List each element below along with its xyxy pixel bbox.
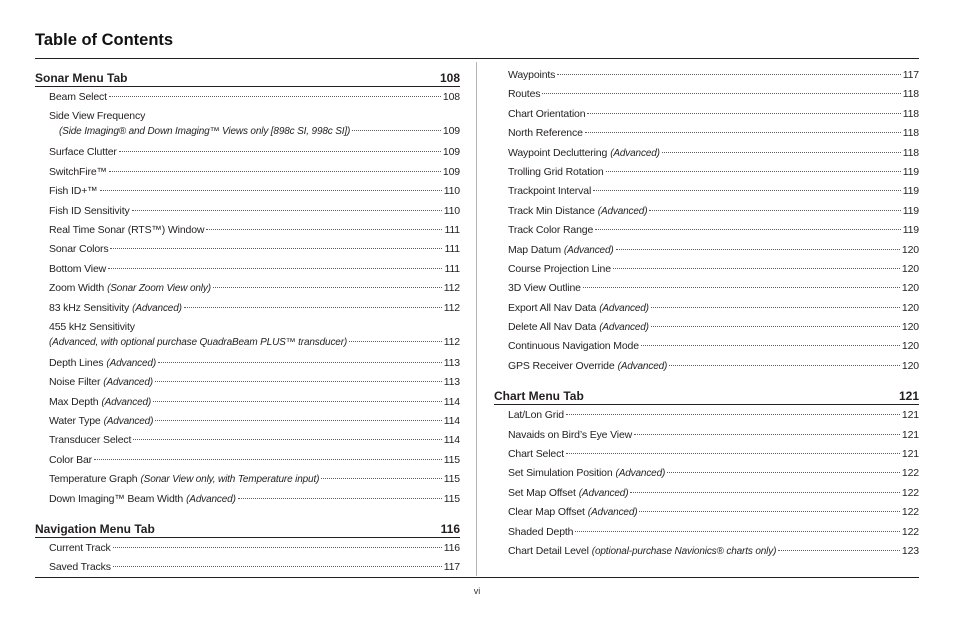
toc-entry-label: Chart Orientation <box>508 107 586 120</box>
toc-entry-page: 120 <box>901 321 919 334</box>
toc-entry[interactable] <box>35 163 460 182</box>
toc-entry[interactable] <box>494 445 919 464</box>
toc-entry-label: Set Simulation Position <box>508 467 613 480</box>
toc-entry-note: (Advanced, with optional purchase QuadraBeam PLUS™ transducer) <box>49 336 348 348</box>
top-rule <box>35 58 919 59</box>
toc-entry[interactable] <box>35 354 460 373</box>
toc-entry-label: Continuous Navigation Mode <box>508 340 639 353</box>
toc-entry-label: Fish ID Sensitivity <box>49 204 130 217</box>
toc-entry-page: 113 <box>443 356 460 369</box>
toc-entry-note: (Advanced) <box>597 205 648 217</box>
toc-entry-page: 117 <box>902 69 919 81</box>
dot-leader <box>613 268 900 269</box>
toc-entry-label: Navaids on Bird’s Eye View <box>508 428 633 441</box>
toc-entry-page: 114 <box>443 434 460 447</box>
toc-entry-page: 110 <box>443 185 460 198</box>
toc-entry-label: Noise Filter <box>49 376 101 389</box>
toc-entry-note: (Side Imaging® and Down Imaging™ Views only [898c SI, 998c SI]) <box>59 126 351 138</box>
toc-entry-page: 122 <box>901 486 919 499</box>
toc-entry[interactable] <box>494 163 919 182</box>
toc-entry-page: 121 <box>901 428 919 441</box>
toc-entry-label: Course Projection Line <box>508 262 611 275</box>
dot-leader <box>606 171 901 172</box>
toc-entry-label: Current Track <box>49 542 111 555</box>
toc-entry-label: Max Depth <box>49 395 99 408</box>
toc-entry[interactable] <box>35 412 460 431</box>
toc-entry[interactable] <box>494 337 919 356</box>
toc-entry-page: 114 <box>443 415 460 428</box>
toc-entry-page: 112 <box>443 301 460 314</box>
dot-leader <box>206 229 442 230</box>
toc-entry-label: Bottom View <box>49 262 107 275</box>
dot-leader <box>94 459 442 460</box>
toc-entry-label: 455 kHz Sensitivity <box>49 320 135 333</box>
section-heading[interactable] <box>494 384 919 405</box>
toc-entry[interactable] <box>494 221 919 240</box>
toc-entry[interactable] <box>35 143 460 162</box>
toc-entry-label: Track Min Distance <box>508 204 595 217</box>
toc-entry[interactable] <box>35 539 460 558</box>
toc-entry[interactable] <box>35 279 460 298</box>
dot-leader <box>595 229 901 230</box>
toc-entry-label: Color Bar <box>49 453 92 466</box>
toc-entry-page: 120 <box>901 340 919 353</box>
toc-entry-page: 120 <box>901 243 919 256</box>
toc-entry-page: 113 <box>443 376 460 389</box>
toc-entry-page: 119 <box>902 165 919 178</box>
toc-entry-detail-line <box>49 124 460 139</box>
dot-leader <box>158 362 442 363</box>
toc-entry[interactable] <box>35 299 460 318</box>
dot-leader <box>575 531 900 532</box>
toc-entry[interactable] <box>494 279 919 298</box>
dot-leader <box>583 287 900 288</box>
dot-leader <box>213 287 442 288</box>
toc-entry[interactable] <box>494 241 919 260</box>
page-title: Table of Contents <box>35 31 174 49</box>
toc-entry-page: 120 <box>901 262 919 275</box>
toc-entry-label: Beam Select <box>49 91 107 103</box>
toc-entry-page: 120 <box>901 301 919 314</box>
toc-entry[interactable] <box>35 202 460 221</box>
toc-entry[interactable] <box>35 373 460 392</box>
dot-leader <box>593 190 901 191</box>
toc-entry[interactable] <box>494 426 919 445</box>
toc-entry[interactable] <box>35 451 460 470</box>
toc-entry-label: 3D View Outline <box>508 282 581 295</box>
toc-entry-page: 109 <box>442 125 460 138</box>
toc-entry[interactable] <box>494 464 919 483</box>
dot-leader <box>113 547 442 548</box>
toc-entry[interactable] <box>494 523 919 542</box>
dot-leader <box>321 478 441 479</box>
dot-leader <box>639 511 900 512</box>
toc-entry-page: 111 <box>444 223 460 236</box>
dot-leader <box>100 190 442 191</box>
section-heading-label: Sonar Menu Tab <box>35 71 128 85</box>
toc-entry[interactable] <box>35 88 460 107</box>
toc-entry-label: Down Imaging™ Beam Width <box>49 492 184 505</box>
toc-entry-label: Map Datum <box>508 243 561 256</box>
toc-entry[interactable] <box>35 318 460 354</box>
toc-entry-page: 112 <box>443 282 460 295</box>
toc-entry[interactable] <box>494 66 919 85</box>
toc-entry[interactable] <box>494 124 919 143</box>
section-heading[interactable] <box>35 66 460 87</box>
toc-entry-label: Chart Select <box>508 448 564 461</box>
toc-entry-page: 121 <box>901 409 919 422</box>
toc-entry-label: Sonar Colors <box>49 243 109 256</box>
dot-leader <box>641 345 900 346</box>
toc-entry-page: 120 <box>901 359 919 372</box>
dot-leader <box>119 151 441 152</box>
toc-entry[interactable] <box>494 484 919 503</box>
toc-entry-page: 119 <box>902 204 919 217</box>
toc-entry[interactable] <box>35 182 460 201</box>
toc-entry[interactable] <box>494 406 919 425</box>
section-heading-label: Chart Menu Tab <box>494 389 584 404</box>
toc-entry-label: Set Map Offset <box>508 486 576 499</box>
toc-entry-page: 118 <box>902 146 919 159</box>
toc-entry[interactable] <box>35 470 460 489</box>
toc-entry-note: (Advanced) <box>103 377 153 389</box>
toc-entry-label: Temperature Graph <box>49 473 138 486</box>
toc-entry-page: 120 <box>901 282 919 295</box>
dot-leader <box>133 439 441 440</box>
dot-leader <box>778 550 900 551</box>
toc-entry-page: 119 <box>902 224 919 237</box>
toc-entry-label: Surface Clutter <box>49 146 117 159</box>
dot-leader <box>352 130 441 131</box>
toc-entry-page: 115 <box>443 492 460 505</box>
dot-leader <box>662 152 901 153</box>
toc-entry-label: Fish ID+™ <box>49 185 98 198</box>
toc-entry-label: Routes <box>508 88 541 101</box>
toc-entry-page: 111 <box>444 243 460 256</box>
toc-entry-label: Depth Lines <box>49 356 104 369</box>
dot-leader <box>566 453 900 454</box>
toc-entry-page: 111 <box>444 262 460 275</box>
dot-leader <box>109 96 441 97</box>
toc-entry-page: 118 <box>902 88 919 101</box>
toc-entry[interactable] <box>494 318 919 337</box>
toc-entry-note: (Sonar Zoom View only) <box>107 283 211 295</box>
toc-entry-page: 109 <box>442 146 460 159</box>
page-number: vi <box>473 586 481 596</box>
toc-entry-page: 116 <box>443 542 460 555</box>
section-heading-page: 108 <box>439 71 460 85</box>
toc-entry-label: Waypoints <box>508 69 556 81</box>
toc-entry-page: 109 <box>442 165 460 178</box>
section-heading-page: 116 <box>440 522 460 537</box>
dot-leader <box>153 401 442 402</box>
column-divider <box>476 62 477 576</box>
toc-entry-label: Track Color Range <box>508 224 594 237</box>
toc-entry-page: 123 <box>901 544 919 557</box>
toc-entry[interactable] <box>35 260 460 279</box>
toc-entry-label: Zoom Width <box>49 282 105 295</box>
toc-entry[interactable] <box>35 558 460 577</box>
dot-leader <box>669 365 900 366</box>
toc-entry-note: (Advanced) <box>615 468 666 480</box>
toc-entry-note: (Advanced) <box>578 487 629 499</box>
toc-entry-page: 122 <box>901 506 919 519</box>
dot-leader <box>557 74 900 75</box>
dot-leader <box>616 249 900 250</box>
toc-entry-page: 115 <box>443 473 460 486</box>
dot-leader <box>238 498 442 499</box>
toc-entry[interactable] <box>494 503 919 522</box>
dot-leader <box>587 113 900 114</box>
dot-leader <box>630 492 900 493</box>
toc-entry-page: 122 <box>901 467 919 480</box>
toc-entry-page: 112 <box>443 335 460 348</box>
toc-entry-detail-line <box>49 335 460 350</box>
toc-entry[interactable] <box>494 542 919 561</box>
toc-entry-label: Trolling Grid Rotation <box>508 165 604 178</box>
dot-leader <box>113 566 442 567</box>
dot-leader <box>155 381 442 382</box>
section-heading-label: Navigation Menu Tab <box>35 522 155 537</box>
toc-entry-label: Export All Nav Data <box>508 301 597 314</box>
toc-entry-page: 108 <box>442 91 460 103</box>
toc-entry[interactable] <box>494 202 919 221</box>
dot-leader <box>184 307 442 308</box>
toc-entry-page: 115 <box>443 453 460 466</box>
dot-leader <box>108 268 442 269</box>
toc-entry[interactable] <box>35 490 460 509</box>
toc-entry-label: North Reference <box>508 127 583 140</box>
toc-entry[interactable] <box>494 144 919 163</box>
toc-left-column <box>35 66 460 578</box>
toc-entry-page: 118 <box>902 127 919 140</box>
dot-leader <box>566 414 900 415</box>
dot-leader <box>109 171 441 172</box>
toc-entry[interactable] <box>35 107 460 143</box>
toc-entry[interactable] <box>494 105 919 124</box>
toc-entry-label: Waypoint Decluttering <box>508 146 608 159</box>
toc-entry[interactable] <box>35 221 460 240</box>
dot-leader <box>667 472 900 473</box>
toc-entry-page: 119 <box>902 185 919 198</box>
toc-entry-note: (Advanced) <box>599 322 649 334</box>
dot-leader <box>649 210 900 211</box>
toc-entry[interactable] <box>494 357 919 376</box>
toc-entry[interactable] <box>494 182 919 201</box>
toc-entry[interactable] <box>494 260 919 279</box>
toc-entry-note: (Advanced) <box>186 493 236 505</box>
toc-entry-label: Delete All Nav Data <box>508 321 597 334</box>
toc-entry-page: 118 <box>902 107 919 120</box>
toc-entry[interactable] <box>35 240 460 259</box>
toc-entry-page: 114 <box>443 395 460 408</box>
toc-entry-label: GPS Receiver Override <box>508 359 615 372</box>
toc-entry-label: Trackpoint Interval <box>508 185 592 198</box>
section-heading-page: 121 <box>898 389 919 404</box>
toc-entry-note: (Advanced) <box>599 302 649 314</box>
dot-leader <box>110 248 442 249</box>
toc-entry[interactable] <box>35 431 460 450</box>
toc-entry-note: (Advanced) <box>132 302 182 314</box>
toc-entry-note: (optional-purchase Navionics® charts only) <box>591 545 777 557</box>
toc-entry-note: (Advanced) <box>587 507 638 519</box>
toc-entry-note: (Advanced) <box>101 396 152 408</box>
toc-entry-note: (Advanced) <box>563 244 614 256</box>
dot-leader <box>542 93 900 94</box>
dot-leader <box>132 210 442 211</box>
toc-entry-label: Real Time Sonar (RTS™) Window <box>49 223 205 236</box>
dot-leader <box>585 132 901 133</box>
toc-entry-page: 121 <box>901 448 919 461</box>
toc-entry-note: (Sonar View only, with Temperature input) <box>140 474 320 486</box>
dot-leader <box>651 326 900 327</box>
dot-leader <box>651 307 900 308</box>
toc-entry-note: (Advanced) <box>617 360 668 372</box>
section-heading[interactable] <box>35 517 460 538</box>
toc-entry-label: 83 kHz Sensitivity <box>49 301 130 314</box>
toc-entry[interactable] <box>494 299 919 318</box>
dot-leader <box>349 341 442 342</box>
toc-entry[interactable] <box>494 85 919 104</box>
toc-entry-label: Side View Frequency <box>49 110 146 123</box>
toc-entry-page: 117 <box>443 561 460 574</box>
toc-right-column <box>494 66 919 561</box>
toc-entry-note: (Advanced) <box>106 357 157 369</box>
toc-entry-label: Saved Tracks <box>49 561 111 574</box>
toc-entry-label: Clear Map Offset <box>508 506 585 519</box>
bottom-rule <box>35 577 919 578</box>
toc-entry-label: Shaded Depth <box>508 525 574 538</box>
toc-entry-page: 122 <box>901 525 919 538</box>
toc-entry-label: Lat/Lon Grid <box>508 409 564 422</box>
toc-entry-note: (Advanced) <box>610 147 660 159</box>
toc-entry[interactable] <box>35 393 460 412</box>
toc-entry-label: Water Type <box>49 415 101 428</box>
toc-entry-label: Chart Detail Level <box>508 544 589 557</box>
dot-leader <box>155 420 441 421</box>
toc-entry-page: 110 <box>443 204 460 217</box>
toc-entry-label: SwitchFire™ <box>49 165 107 178</box>
toc-entry-label: Transducer Select <box>49 434 132 447</box>
toc-entry-note: (Advanced) <box>103 416 154 428</box>
dot-leader <box>634 434 900 435</box>
